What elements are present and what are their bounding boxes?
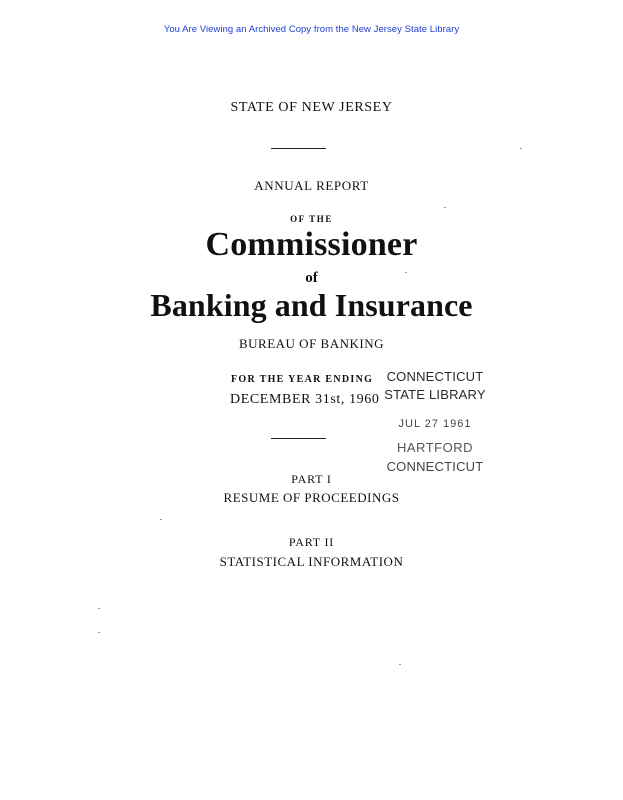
stamp-line-connecticut: CONNECTICUT (386, 369, 484, 384)
report-date: DECEMBER 31st, 1960 (230, 392, 380, 407)
stamp-line-state-library: STATE LIBRARY (384, 387, 486, 402)
part-two-label: PART II (288, 535, 335, 549)
stamp-state: CONNECTICUT (386, 459, 484, 474)
state-heading: STATE OF NEW JERSEY (230, 100, 393, 115)
of-text: of (305, 270, 318, 286)
archive-banner: You Are Viewing an Archived Copy from the New Jersey State Library (163, 24, 460, 35)
scan-speck (98, 632, 100, 633)
commissioner-title: Commissioner (205, 226, 418, 263)
scan-speck (399, 664, 401, 665)
annual-report-heading: ANNUAL REPORT (254, 178, 369, 193)
scan-speck (160, 519, 162, 520)
divider-rule-top (271, 148, 326, 149)
scan-speck (98, 608, 100, 609)
divider-rule-middle (271, 438, 326, 439)
stamp-city: HARTFORD (397, 440, 473, 455)
department-title: Banking and Insurance (150, 287, 473, 323)
of-the-text: OF THE (290, 214, 333, 224)
part-one-label: PART I (291, 472, 332, 486)
year-ending-label: FOR THE YEAR ENDING (231, 374, 374, 385)
scan-speck (405, 272, 407, 273)
bureau-heading: BUREAU OF BANKING (238, 336, 384, 351)
stamp-date: JUL 27 1961 (398, 418, 472, 430)
scan-speck (520, 148, 522, 149)
part-two-title: STATISTICAL INFORMATION (219, 554, 404, 569)
part-one-title: RESUME OF PROCEEDINGS (223, 490, 400, 505)
scan-speck (444, 207, 446, 208)
